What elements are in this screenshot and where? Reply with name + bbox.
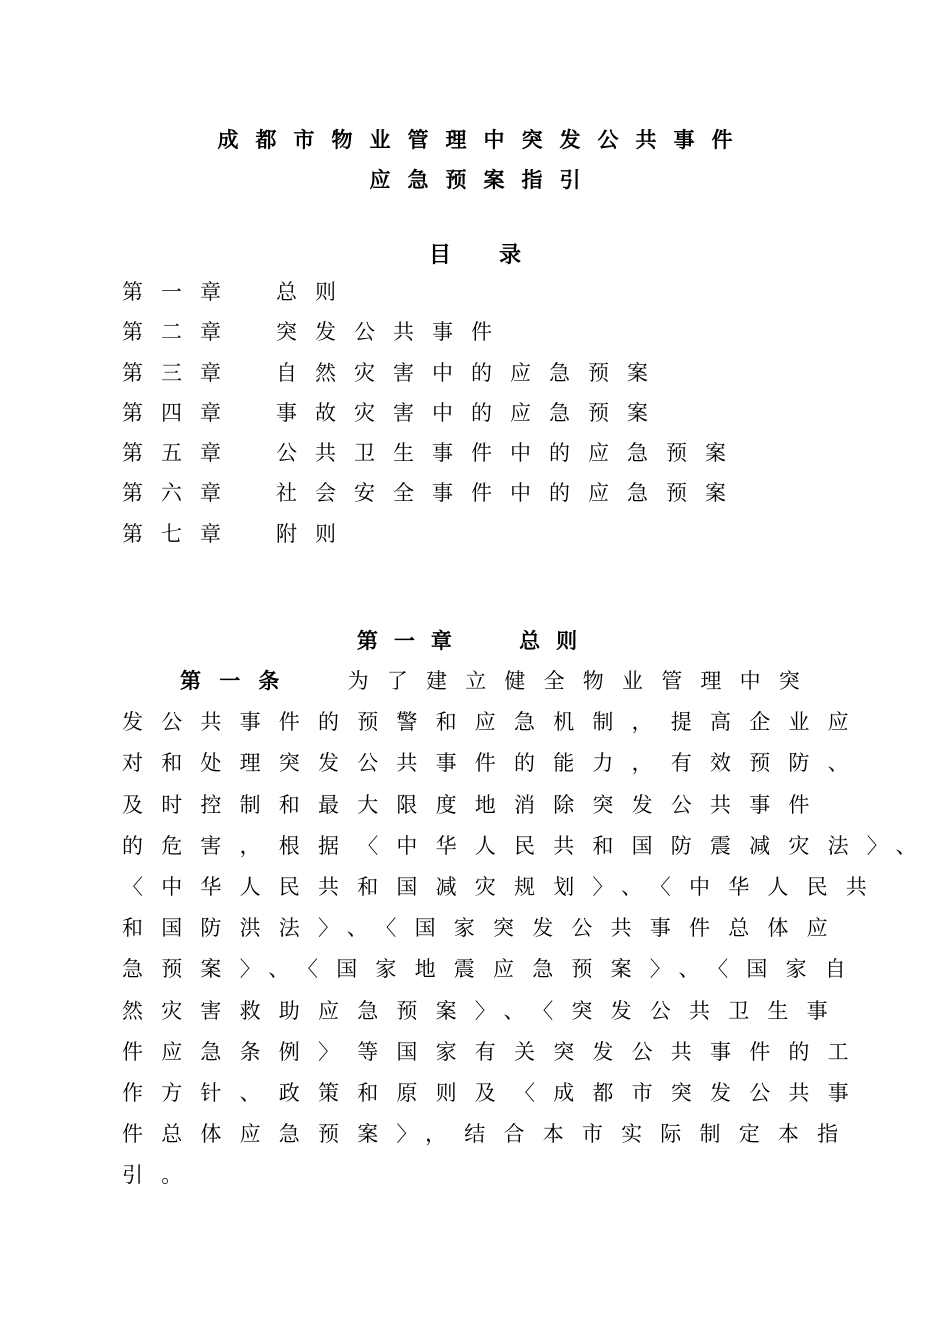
toc-chapter-name: 社会安全事件中的应急预案 xyxy=(276,481,744,506)
table-of-contents xyxy=(122,276,744,558)
paragraph-line: 及时控制和最大限度地消除突发公共事件 xyxy=(122,792,828,817)
paragraph-text: 为了建立健全物业管理中突 xyxy=(347,669,819,693)
toc-chapter-number: 第三章 xyxy=(122,360,239,385)
document-title-line-1: 成都市物业管理中突发公共事件 xyxy=(217,128,750,152)
paragraph-line: 件应急条例〉等国家有关突发公共事件的工 xyxy=(122,1039,867,1064)
paragraph-line: 引。 xyxy=(122,1163,201,1188)
toc-chapter-name: 总则 xyxy=(276,280,354,304)
toc-item xyxy=(122,276,744,316)
paragraph-line xyxy=(122,664,842,705)
article-body xyxy=(122,664,935,1199)
toc-item xyxy=(122,357,744,397)
article-label: 第一条 xyxy=(180,669,298,693)
toc-item xyxy=(122,397,744,437)
toc-chapter-name: 附则 xyxy=(276,521,354,546)
toc-chapter-name: 自然灾害中的应急预案 xyxy=(276,360,666,385)
paragraph-line: 对和处理突发公共事件的能力，有效预防、 xyxy=(122,751,867,776)
document-title-line-2: 应急预案指引 xyxy=(369,168,598,192)
toc-item xyxy=(122,437,744,477)
toc-chapter-number: 第二章 xyxy=(122,320,239,345)
paragraph-line: 的危害，根据〈中华人民共和国防震减灾法〉、 xyxy=(122,833,935,858)
toc-chapter-number: 第七章 xyxy=(122,521,239,546)
toc-chapter-number: 第六章 xyxy=(122,481,239,506)
toc-heading: 目录 xyxy=(428,243,569,268)
toc-item xyxy=(122,518,744,558)
toc-item xyxy=(122,477,744,517)
toc-chapter-number: 第一章 xyxy=(122,280,239,304)
chapter-number: 第一章 xyxy=(356,629,468,653)
chapter-heading xyxy=(0,625,950,655)
paragraph-line: 发公共事件的预警和应急机制，提高企业应 xyxy=(122,710,867,735)
paragraph-line: 件总体应急预案〉，结合本市实际制定本指 xyxy=(122,1122,857,1147)
toc-chapter-number: 第五章 xyxy=(122,441,239,466)
paragraph-line: 和国防洪法〉、〈国家突发公共事件总体应 xyxy=(122,916,846,941)
toc-chapter-name: 事故灾害中的应急预案 xyxy=(276,400,666,425)
toc-chapter-number: 第四章 xyxy=(122,400,239,425)
paragraph-line: 急预案〉、〈国家地震应急预案〉、〈国家自 xyxy=(122,957,864,982)
paragraph-line: 然灾害救助应急预案〉、〈突发公共卫生事 xyxy=(122,998,846,1023)
paragraph-line: 作方针、政策和原则及〈成都市突发公共事 xyxy=(122,1080,867,1105)
chapter-name: 总则 xyxy=(519,629,594,653)
paragraph-line: 〈中华人民共和国减灾规划〉、〈中华人民共 xyxy=(122,874,885,899)
toc-chapter-name: 公共卫生事件中的应急预案 xyxy=(276,441,744,466)
toc-chapter-name: 突发公共事件 xyxy=(276,320,510,345)
toc-item xyxy=(122,316,744,356)
